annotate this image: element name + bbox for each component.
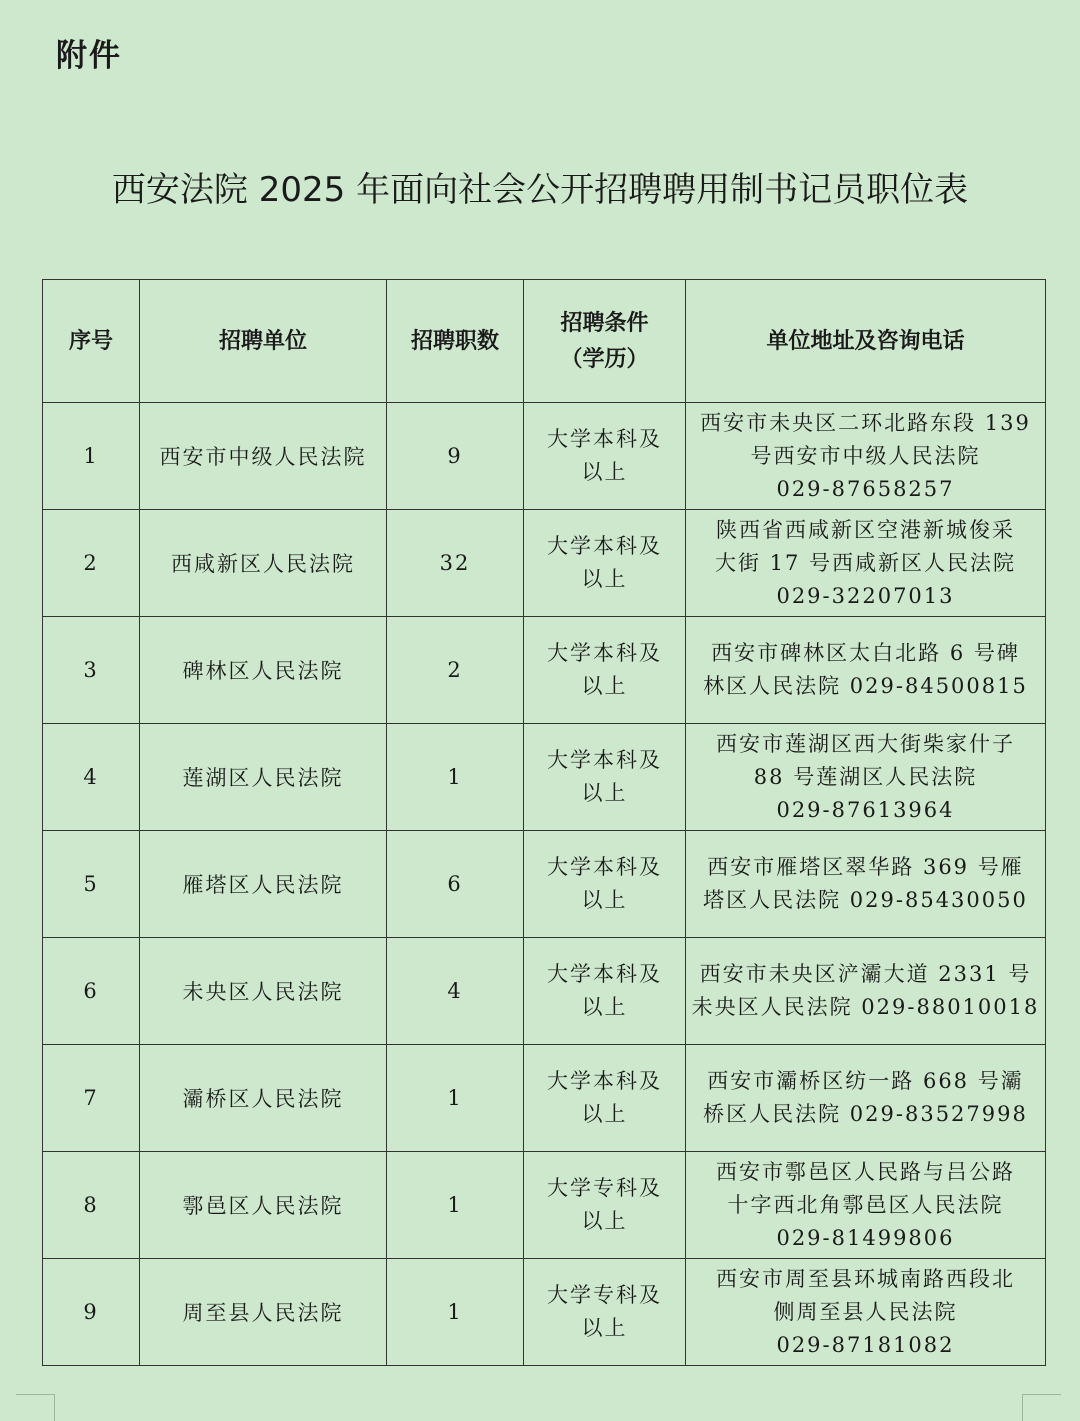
cell-count: 2 bbox=[387, 617, 524, 724]
table-row bbox=[43, 1152, 1046, 1259]
address-line: 029-32207013 bbox=[776, 583, 955, 608]
cell-count: 9 bbox=[387, 403, 524, 510]
cell-seq: 2 bbox=[43, 510, 140, 617]
condition-line: 以上 bbox=[581, 674, 628, 698]
address-line: 西安市未央区二环北路东段 139 bbox=[700, 410, 1031, 435]
header-condition-line2: （学历） bbox=[560, 346, 649, 372]
cell-condition bbox=[524, 831, 686, 938]
cell-address bbox=[686, 724, 1046, 831]
condition-line: 大学本科及 bbox=[547, 855, 662, 879]
table-row bbox=[43, 403, 1046, 510]
cell-address bbox=[686, 1259, 1046, 1366]
address-line: 未央区人民法院 029-88010018 bbox=[691, 995, 1040, 1019]
address-line: 西安市莲湖区西大街柴家什子 bbox=[716, 731, 1015, 756]
page-corner-mark-left bbox=[16, 1394, 55, 1421]
condition-line: 以上 bbox=[581, 781, 628, 805]
cell-seq: 5 bbox=[43, 831, 140, 938]
cell-seq: 7 bbox=[43, 1045, 140, 1152]
cell-seq: 3 bbox=[43, 617, 140, 724]
condition-line: 大学专科及 bbox=[547, 1283, 662, 1307]
cell-seq: 9 bbox=[43, 1259, 140, 1366]
cell-seq: 8 bbox=[43, 1152, 140, 1259]
table-row bbox=[43, 724, 1046, 831]
cell-seq: 1 bbox=[43, 403, 140, 510]
cell-count: 6 bbox=[387, 831, 524, 938]
condition-line: 大学本科及 bbox=[547, 962, 662, 986]
cell-count: 4 bbox=[387, 938, 524, 1045]
cell-condition bbox=[524, 938, 686, 1045]
table-row bbox=[43, 1259, 1046, 1366]
address-line: 029-87181082 bbox=[776, 1332, 955, 1357]
address-line: 88 号莲湖区人民法院 bbox=[753, 764, 978, 789]
address-line: 西安市灞桥区纺一路 668 号灞 bbox=[707, 1069, 1024, 1093]
header-condition-line1: 招聘条件 bbox=[560, 310, 649, 336]
condition-line: 以上 bbox=[581, 888, 628, 912]
address-line: 塔区人民法院 029-85430050 bbox=[703, 888, 1028, 912]
cell-condition bbox=[524, 1152, 686, 1259]
cell-count: 1 bbox=[387, 1045, 524, 1152]
condition-line: 大学本科及 bbox=[547, 1069, 662, 1093]
cell-condition bbox=[524, 510, 686, 617]
table-row bbox=[43, 510, 1046, 617]
header-condition bbox=[524, 280, 686, 403]
address-line: 029-87613964 bbox=[776, 797, 955, 822]
cell-condition bbox=[524, 1259, 686, 1366]
header-count: 招聘职数 bbox=[387, 280, 524, 403]
address-line: 029-87658257 bbox=[776, 476, 955, 501]
condition-line: 大学本科及 bbox=[547, 427, 662, 451]
cell-unit: 西咸新区人民法院 bbox=[140, 510, 387, 617]
cell-unit: 灞桥区人民法院 bbox=[140, 1045, 387, 1152]
cell-condition bbox=[524, 1045, 686, 1152]
condition-line: 以上 bbox=[581, 1209, 628, 1233]
address-line: 西安市雁塔区翠华路 369 号雁 bbox=[707, 855, 1024, 879]
table-row bbox=[43, 1045, 1046, 1152]
address-line: 林区人民法院 029-84500815 bbox=[703, 674, 1028, 698]
cell-unit: 鄠邑区人民法院 bbox=[140, 1152, 387, 1259]
address-line: 号西安市中级人民法院 bbox=[750, 443, 981, 468]
condition-line: 以上 bbox=[581, 1102, 628, 1126]
address-line: 西安市碑林区太白北路 6 号碑 bbox=[711, 641, 1020, 665]
cell-condition bbox=[524, 617, 686, 724]
condition-line: 以上 bbox=[581, 995, 628, 1019]
cell-unit: 周至县人民法院 bbox=[140, 1259, 387, 1366]
page-title: 西安法院 2025 年面向社会公开招聘聘用制书记员职位表 bbox=[111, 170, 969, 210]
condition-line: 大学本科及 bbox=[547, 534, 662, 558]
cell-unit: 雁塔区人民法院 bbox=[140, 831, 387, 938]
address-line: 029-81499806 bbox=[776, 1225, 955, 1250]
positions-table bbox=[42, 279, 1046, 1366]
cell-address bbox=[686, 831, 1046, 938]
cell-address bbox=[686, 938, 1046, 1045]
attachment-label: 附件 bbox=[56, 38, 122, 74]
condition-line: 以上 bbox=[581, 460, 628, 484]
cell-address bbox=[686, 1045, 1046, 1152]
address-line: 西安市鄠邑区人民路与吕公路 bbox=[716, 1159, 1015, 1184]
condition-line: 以上 bbox=[581, 1316, 628, 1340]
cell-seq: 6 bbox=[43, 938, 140, 1045]
address-line: 西安市未央区浐灞大道 2331 号 bbox=[699, 962, 1032, 986]
header-unit: 招聘单位 bbox=[140, 280, 387, 403]
condition-line: 以上 bbox=[581, 567, 628, 591]
condition-line: 大学专科及 bbox=[547, 1176, 662, 1200]
cell-unit: 莲湖区人民法院 bbox=[140, 724, 387, 831]
table-row bbox=[43, 831, 1046, 938]
table-row bbox=[43, 617, 1046, 724]
condition-line: 大学本科及 bbox=[547, 748, 662, 772]
cell-address bbox=[686, 403, 1046, 510]
cell-count: 1 bbox=[387, 1152, 524, 1259]
page-corner-mark-right bbox=[1022, 1394, 1061, 1421]
table-row bbox=[43, 938, 1046, 1045]
address-line: 陕西省西咸新区空港新城俊采 bbox=[716, 517, 1015, 542]
address-line: 十字西北角鄠邑区人民法院 bbox=[727, 1192, 1004, 1217]
cell-unit: 碑林区人民法院 bbox=[140, 617, 387, 724]
cell-seq: 4 bbox=[43, 724, 140, 831]
cell-address bbox=[686, 1152, 1046, 1259]
cell-count: 32 bbox=[387, 510, 524, 617]
condition-line: 大学本科及 bbox=[547, 641, 662, 665]
cell-address bbox=[686, 510, 1046, 617]
cell-count: 1 bbox=[387, 1259, 524, 1366]
address-line: 西安市周至县环城南路西段北 bbox=[716, 1266, 1015, 1291]
table-header-row bbox=[43, 280, 1046, 403]
cell-unit: 未央区人民法院 bbox=[140, 938, 387, 1045]
address-line: 大街 17 号西咸新区人民法院 bbox=[714, 550, 1017, 575]
cell-condition bbox=[524, 724, 686, 831]
cell-unit: 西安市中级人民法院 bbox=[140, 403, 387, 510]
cell-address bbox=[686, 617, 1046, 724]
cell-condition bbox=[524, 403, 686, 510]
cell-count: 1 bbox=[387, 724, 524, 831]
header-address: 单位地址及咨询电话 bbox=[686, 280, 1046, 403]
address-line: 侧周至县人民法院 bbox=[773, 1299, 958, 1324]
header-seq: 序号 bbox=[43, 280, 140, 403]
address-line: 桥区人民法院 029-83527998 bbox=[703, 1102, 1028, 1126]
